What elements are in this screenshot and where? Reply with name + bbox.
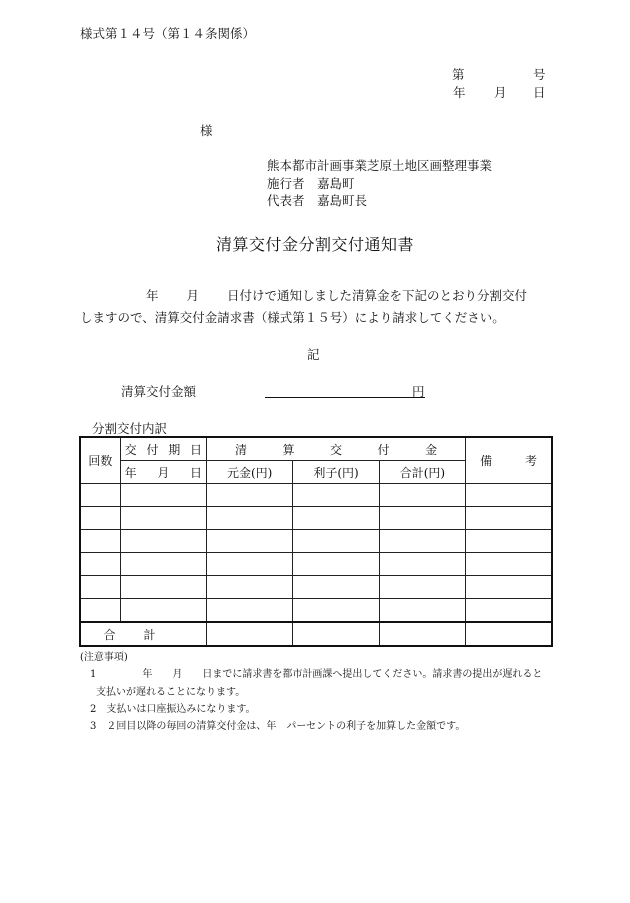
- date-year: 年: [453, 85, 466, 100]
- header-date-bottom: 年月日: [120, 461, 206, 484]
- table-cell[interactable]: [466, 576, 552, 599]
- table-cell[interactable]: [293, 484, 379, 507]
- table-cell[interactable]: [207, 530, 293, 553]
- table-cell[interactable]: [80, 530, 120, 553]
- issuer-executor: 施行者 嘉島町: [267, 176, 355, 191]
- table-cell[interactable]: [80, 599, 120, 623]
- issuer-representative: 代表者 嘉島町長: [267, 193, 368, 208]
- number-suffix: 号: [533, 67, 546, 82]
- date-day: 日: [533, 85, 546, 100]
- body-line-1: [146, 286, 527, 304]
- body-year: 年: [146, 288, 159, 303]
- table-cell[interactable]: [120, 576, 206, 599]
- total-biko[interactable]: [466, 622, 552, 646]
- header-interest: 利子(円): [293, 461, 379, 484]
- total-principal[interactable]: [207, 622, 293, 646]
- table-cell[interactable]: [379, 507, 465, 530]
- header-date-top: 交付期日: [120, 437, 206, 461]
- table-cell[interactable]: [207, 484, 293, 507]
- table-cell[interactable]: [80, 507, 120, 530]
- table-cell[interactable]: [379, 553, 465, 576]
- header-kaisu: 回数: [80, 437, 120, 484]
- table-cell[interactable]: [379, 530, 465, 553]
- table-cell[interactable]: [293, 599, 379, 623]
- ki-heading: 記: [307, 347, 320, 362]
- number-prefix: 第: [452, 67, 465, 82]
- table-row: [80, 576, 552, 599]
- table-cell[interactable]: [120, 553, 206, 576]
- table-cell[interactable]: [466, 599, 552, 623]
- note-1-continued: 支払いが遅れることになります。: [96, 687, 246, 698]
- document-title: 清算交付金分割交付通知書: [215, 235, 414, 254]
- table-cell[interactable]: [466, 484, 552, 507]
- header-settlement: 清算交付金: [207, 437, 466, 461]
- table-row: [80, 530, 552, 553]
- table-cell[interactable]: [379, 599, 465, 623]
- table-cell[interactable]: [207, 599, 293, 623]
- note-1-number: 1: [90, 669, 97, 680]
- addressee-honorific: 様: [200, 123, 213, 138]
- table-cell[interactable]: [293, 530, 379, 553]
- table-cell[interactable]: [80, 576, 120, 599]
- total-sum[interactable]: [379, 622, 465, 646]
- table-row: [80, 484, 552, 507]
- table-cell[interactable]: [120, 599, 206, 623]
- table-cell[interactable]: [379, 484, 465, 507]
- table-cell[interactable]: [207, 507, 293, 530]
- breakdown-table: [79, 436, 553, 647]
- header-biko: 備考: [466, 437, 552, 484]
- note-2: 2 支払いは口座振込みになります。: [90, 704, 256, 715]
- table-cell[interactable]: [120, 507, 206, 530]
- table-row: [80, 553, 552, 576]
- notes-heading: (注意事項): [80, 652, 128, 663]
- amount-label: 清算交付金額: [121, 384, 197, 399]
- note-1: [90, 665, 542, 680]
- table-cell[interactable]: [80, 484, 120, 507]
- body-month: 月: [186, 288, 200, 303]
- table-cell[interactable]: [120, 530, 206, 553]
- breakdown-label: 分割交付内訳: [92, 421, 168, 436]
- table-row: [80, 599, 552, 623]
- table-cell[interactable]: [207, 553, 293, 576]
- table-row: [80, 507, 552, 530]
- body-rest: 日付けで通知しました清算金を下記のとおり分割交付: [227, 288, 528, 303]
- table-cell[interactable]: [466, 507, 552, 530]
- amount-field[interactable]: [265, 397, 425, 398]
- table-cell[interactable]: [379, 576, 465, 599]
- header-total: 合計(円): [379, 461, 465, 484]
- note-1-text: 年 月 日までに請求書を都市計画課へ提出してください。請求書の提出が遅れると: [142, 669, 543, 680]
- issuer-project: 熊本都市計画事業芝原土地区画整理事業: [267, 158, 493, 173]
- total-label: 合計: [80, 622, 207, 646]
- date-month: 月: [494, 85, 507, 100]
- form-number: 様式第１４号（第１４条関係）: [80, 26, 256, 41]
- note-3: 3 ２回目以降の毎回の清算交付金は、年 パーセントの利子を加算した金額です。: [90, 721, 466, 732]
- table-cell[interactable]: [293, 553, 379, 576]
- amount-unit: 円: [412, 384, 425, 399]
- table-cell[interactable]: [120, 484, 206, 507]
- table-cell[interactable]: [293, 507, 379, 530]
- table-cell[interactable]: [466, 553, 552, 576]
- table-cell[interactable]: [80, 553, 120, 576]
- header-principal: 元金(円): [207, 461, 293, 484]
- body-line-2: しますので、清算交付金請求書（様式第１５号）により請求してください。: [80, 310, 505, 325]
- total-interest[interactable]: [293, 622, 379, 646]
- table-cell[interactable]: [207, 576, 293, 599]
- table-cell[interactable]: [293, 576, 379, 599]
- table-cell[interactable]: [466, 530, 552, 553]
